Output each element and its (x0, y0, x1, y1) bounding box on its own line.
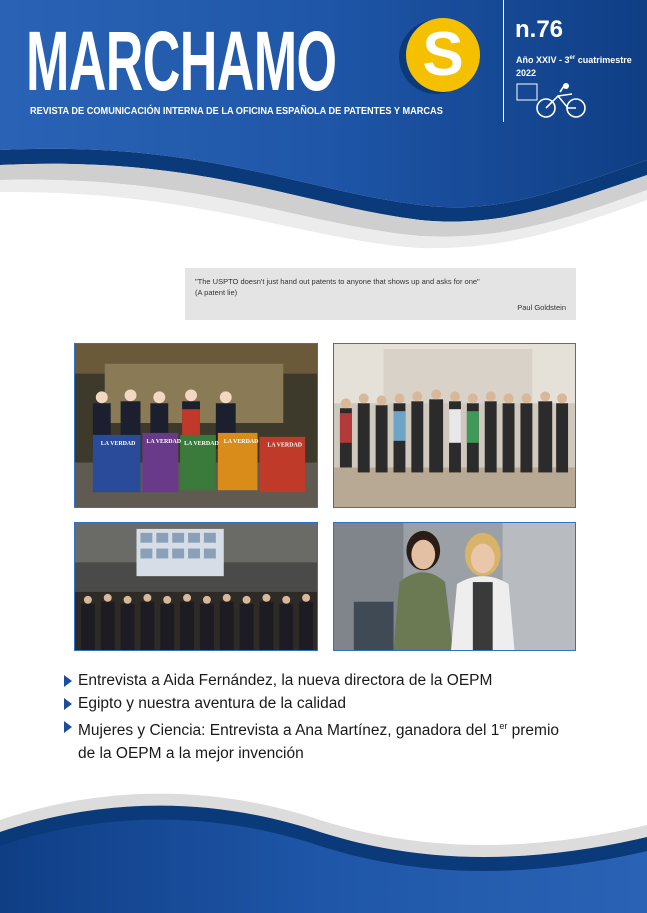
issue-year: 2022 (516, 68, 537, 78)
article-item-1[interactable] (62, 669, 622, 692)
issue-term: cuatrimestre (575, 55, 632, 65)
article-item-3[interactable] (62, 715, 622, 765)
footer-background (0, 770, 647, 913)
photo-two-women (333, 522, 576, 651)
masthead-s-logo: S (406, 18, 480, 92)
poster-text-1: LA VERDAD (100, 440, 136, 447)
masthead-title: MARCHAMO (26, 14, 337, 108)
cyclist-icon (516, 82, 588, 120)
arrow-right-icon (64, 721, 72, 733)
quote-box (185, 268, 576, 320)
poster-text-4: LA VERDAD (223, 438, 259, 445)
masthead-subtitle: REVISTA DE COMUNICACIÓN INTERNA DE LA OFICINA ESPAÑOLA DE PATENTES Y MARCAS (30, 106, 443, 117)
arrow-right-icon (64, 698, 72, 710)
article-item-2[interactable] (62, 692, 622, 715)
quote-subtext: (A patent lie) (195, 288, 238, 297)
header-divider (503, 0, 504, 122)
article-text-3b: premio (507, 722, 560, 740)
issue-info (516, 52, 632, 80)
issue-number: n.76 (515, 16, 564, 43)
quote-text: "The USPTO doesn't just hand out patents to anyone that shows up and asks for one" (195, 277, 480, 286)
article-list (62, 669, 622, 765)
poster-text-5: LA VERDAD (267, 442, 303, 449)
arrow-right-icon (64, 675, 72, 687)
poster-text-3: LA VERDAD (184, 440, 219, 447)
photo-posters-group (74, 343, 318, 508)
article-text-3-sup: er (499, 721, 508, 731)
poster-text-2: LA VERDAD (146, 438, 182, 445)
article-text-3c: de la OEPM a la mejor invención (78, 745, 304, 763)
issue-year-label: Año XXIV - 3 (516, 55, 570, 65)
issue-sup: er (569, 55, 576, 61)
article-text-2: Egipto y nuestra aventura de la calidad (78, 695, 346, 712)
photo-conference-hall (74, 522, 318, 651)
photo-team-room (333, 343, 576, 508)
quote-author: Paul Goldstein (517, 303, 566, 312)
article-text-1: Entrevista a Aida Fernández, la nueva directora de la OEPM (78, 672, 493, 689)
article-text-3a: Mujeres y Ciencia: Entrevista a Ana Martínez, ganadora del 1 (78, 722, 500, 740)
